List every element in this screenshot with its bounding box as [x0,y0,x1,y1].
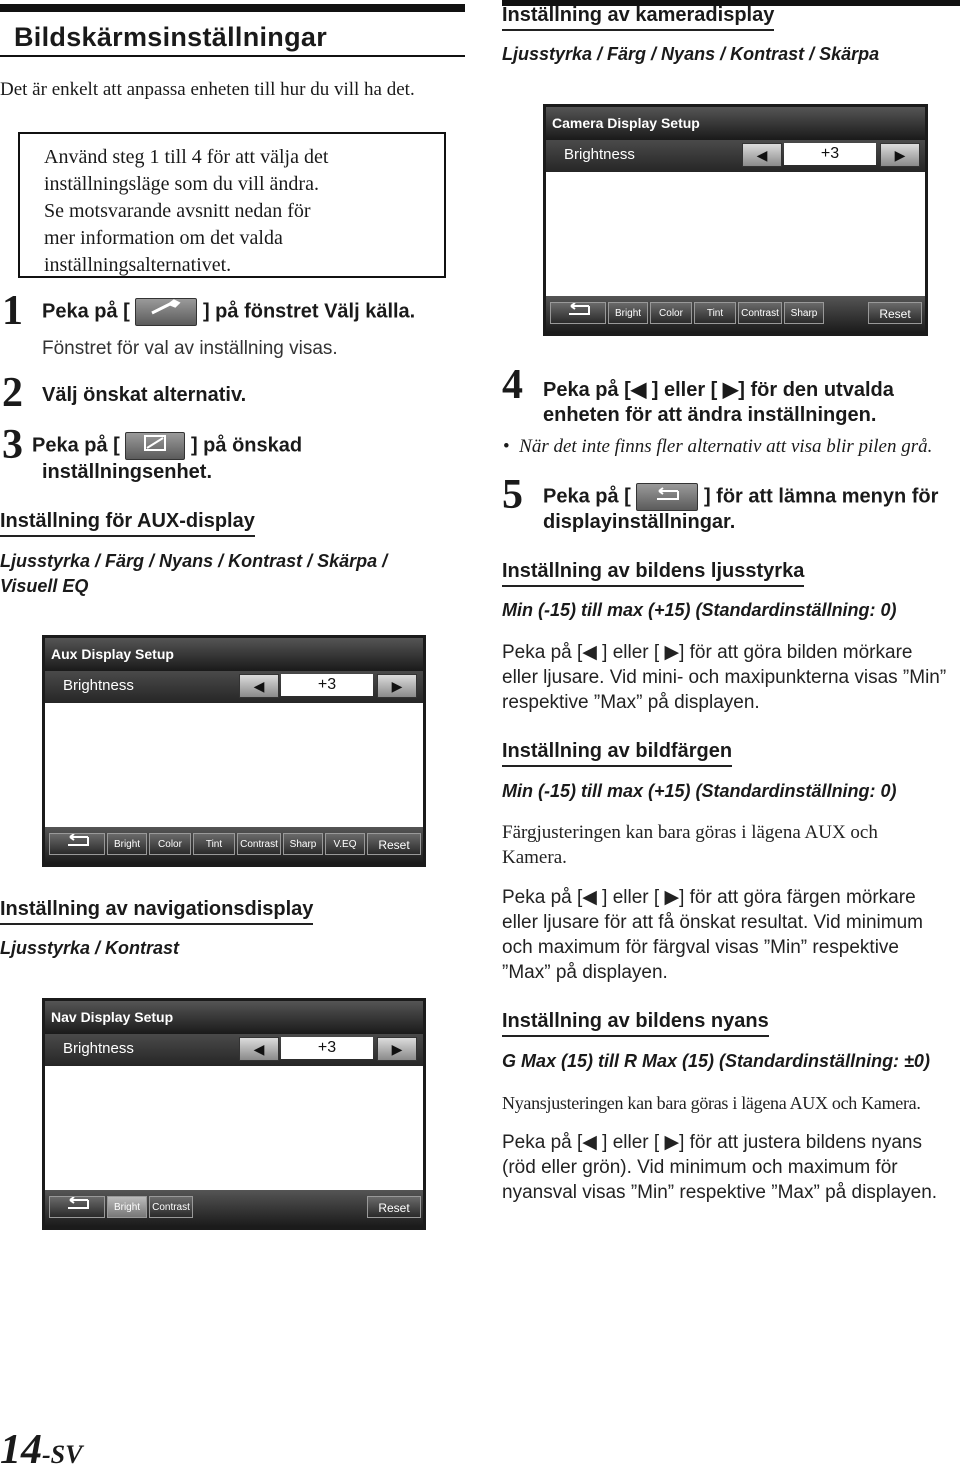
note-line: Se motsvarande avsnitt nedan för [44,200,311,222]
nav-bright-button[interactable]: Bright [107,1196,147,1218]
step-4-number: 4 [502,362,523,408]
step-1-post: ] på fönstret Välj källa. [202,300,416,323]
camera-reset-button[interactable]: Reset [868,302,922,324]
nav-brightness-row [45,1034,423,1066]
aux-veq-button[interactable]: V.EQ [325,833,365,855]
nav-button-bar [45,1190,423,1227]
aux-sharp-button[interactable]: Sharp [283,833,323,855]
brightness-heading: Inställning av bildens ljusstyrka [502,560,804,587]
page-title-bar [0,4,465,57]
nav-subheading: Ljusstyrka / Kontrast [0,938,180,958]
aux-subheading-1: Ljusstyrka / Färg / Nyans / Kontrast / Skärpa / [0,551,388,571]
step-4-line1: Peka på [◀ ] eller [ ▶] för den utvalda [543,379,894,401]
camera-increase-button[interactable]: ▶ [880,143,920,167]
nav-increase-button[interactable]: ▶ [377,1037,417,1061]
aux-brightness-value: +3 [281,674,373,696]
camera-bright-button[interactable]: Bright [608,302,648,324]
aux-bright-button[interactable]: Bright [107,833,147,855]
step-3-post: ] på önskad [190,434,303,457]
aux-subheading-2: Visuell EQ [0,576,89,596]
page-number-value: 14 [0,1427,42,1473]
step-5-post: ] för att lämna menyn för [703,485,939,508]
nav-decrease-button[interactable]: ◀ [239,1037,279,1061]
color-note-line: Kamera. [502,847,567,868]
wrench-icon [135,298,197,326]
aux-color-button[interactable]: Color [149,833,191,855]
step-1-number: 1 [2,288,23,334]
camera-button-bar [546,296,925,333]
page-title: Bildskärmsinställningar [14,22,327,52]
step-1-heading [42,298,415,326]
step-5-line2: displayinställningar. [543,511,736,533]
step-1-sub: Fönstret för val av inställning visas. [42,338,338,359]
aux-button-bar [45,827,423,864]
aux-heading: Inställning för AUX-display [0,510,255,537]
step-4-bullet-text: När det inte finns fler alternativ att visa blir pilen grå. [519,436,933,457]
brightness-body-line: respektive ”Max” på displayen. [502,692,760,713]
camera-heading: Inställning av kameradisplay [502,4,774,31]
camera-decrease-button[interactable]: ◀ [742,143,782,167]
aux-reset-button[interactable]: Reset [367,833,421,855]
color-body-line: ”Max” på displayen. [502,962,668,983]
camera-tint-button[interactable]: Tint [694,302,736,324]
nav-reset-button[interactable]: Reset [367,1196,421,1218]
intro-text: Det är enkelt att anpassa enheten till hur du vill ha det. [0,79,415,100]
step-3-pre: Peka på [ [32,434,120,457]
color-note-line: Färgjusteringen kan bara göras i lägena AUX och [502,822,878,843]
brightness-body-line: Peka på [◀ ] eller [ ▶] för att göra bilden mörkare [502,642,913,663]
step-5-pre: Peka på [ [543,485,631,508]
return-icon [636,483,698,511]
step-1-pre: Peka på [ [42,300,130,323]
color-body-line: eller ljusare för att få önskat resultat. Vid minimum [502,912,923,933]
aux-back-button[interactable] [49,833,105,855]
aux-tint-button[interactable]: Tint [193,833,235,855]
tint-body-line: Peka på [◀ ] eller [ ▶] för att justera bildens nyans [502,1132,922,1153]
color-body-line: och maximum för färgval visas ”Min” respektive [502,937,899,958]
step-2-heading: Välj önskat alternativ. [42,384,247,406]
camera-back-button[interactable] [550,302,606,324]
camera-brightness-label: Brightness [564,146,635,163]
color-body [502,885,923,985]
color-body-line: Peka på [◀ ] eller [ ▶] för att göra färgen mörkare [502,887,916,908]
nav-display-screen [42,998,426,1230]
brightness-body-line: eller ljusare. Vid mini- och maxipunkterna visas ”Min” [502,667,947,688]
aux-screen-title: Aux Display Setup [45,638,423,671]
camera-display-screen [543,104,928,336]
nav-brightness-value: +3 [281,1037,373,1059]
tint-heading: Inställning av bildens nyans [502,1010,769,1037]
note-line: Använd steg 1 till 4 för att välja det [44,146,329,168]
note-line: inställningsalternativet. [44,254,232,276]
color-range: Min (-15) till max (+15) (Standardinställning: 0) [502,781,897,801]
tint-body-line: (röd eller grön). Vid minimum och maximum för [502,1157,898,1178]
aux-decrease-button[interactable]: ◀ [239,674,279,698]
step-4-line2: enheten för att ändra inställningen. [543,404,877,426]
camera-contrast-button[interactable]: Contrast [738,302,782,324]
note-line: inställningsläge som du vill ändra. [44,173,319,195]
page-number-suffix: -SV [42,1440,83,1469]
note-line: mer information om det valda [44,227,283,249]
step-5-number: 5 [502,472,523,518]
step-2-number: 2 [2,370,23,416]
aux-brightness-label: Brightness [63,677,134,694]
nav-screen-title: Nav Display Setup [45,1001,423,1034]
step-3-heading [32,432,302,460]
aux-increase-button[interactable]: ▶ [377,674,417,698]
brightness-body [502,640,946,715]
aux-brightness-row [45,671,423,703]
camera-subheading: Ljusstyrka / Färg / Nyans / Kontrast / Skärpa [502,44,880,64]
tint-body-line: nyansval visas ”Min” respektive ”Max” på displayen. [502,1182,938,1203]
note-box [18,132,446,278]
nav-brightness-label: Brightness [63,1040,134,1057]
aux-display-screen [42,635,426,867]
step-3-number: 3 [2,422,23,468]
step-3-line2: inställningsenhet. [42,461,213,483]
brightness-range: Min (-15) till max (+15) (Standardinställning: 0) [502,600,897,620]
camera-color-button[interactable]: Color [650,302,692,324]
camera-brightness-value: +3 [784,143,876,165]
tint-range: G Max (15) till R Max (15) (Standardinställning: ±0) [502,1051,930,1071]
camera-screen-title: Camera Display Setup [546,107,925,140]
camera-sharp-button[interactable]: Sharp [784,302,824,324]
nav-back-button[interactable] [49,1196,105,1218]
nav-heading: Inställning av navigationsdisplay [0,898,313,925]
tint-note: Nyansjusteringen kan bara göras i lägena AUX och Kamera. [502,1093,921,1113]
nav-contrast-button[interactable]: Contrast [149,1196,193,1218]
camera-brightness-row [546,140,925,172]
page-number [0,1426,82,1474]
display-setting-icon [125,432,185,460]
aux-contrast-button[interactable]: Contrast [237,833,281,855]
color-note [502,820,878,870]
step-5-line1 [543,483,938,511]
step-4-bullet: • När det inte finns fler alternativ att visa blir pilen grå. [503,436,933,457]
tint-body [502,1130,937,1205]
color-heading: Inställning av bildfärgen [502,740,732,767]
